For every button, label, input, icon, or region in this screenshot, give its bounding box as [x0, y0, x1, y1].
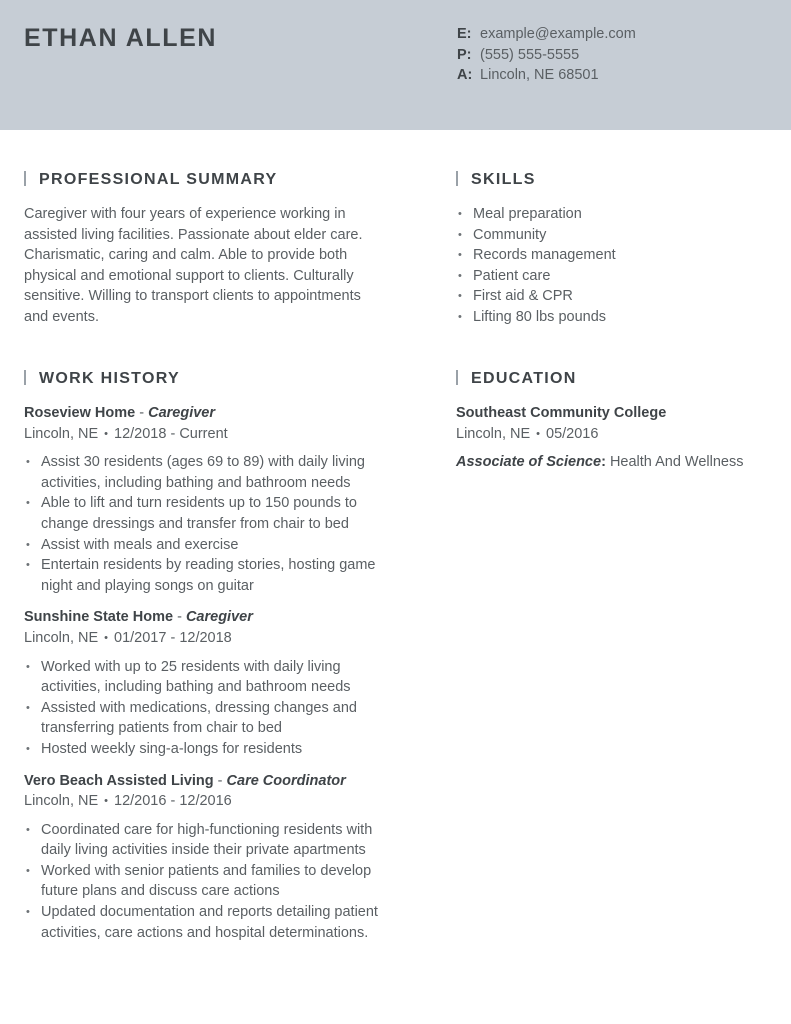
bullet-dot: • [26, 538, 30, 551]
skill-text: Patient care [473, 267, 551, 284]
summary-section [24, 170, 404, 328]
job-bullet-text: Worked with senior patients and families to develop future plans and discuss care actions [41, 862, 372, 900]
job-bullet [24, 739, 404, 760]
phone-value: (555) 555-5555 [480, 46, 580, 63]
meta-dot: • [104, 427, 109, 440]
meta-dot: • [536, 427, 541, 440]
candidate-name: ETHAN ALLEN [24, 24, 218, 52]
job-title-line [24, 403, 404, 424]
summary-heading [24, 170, 404, 190]
education-meta [456, 424, 776, 445]
job-title-line [24, 607, 404, 628]
skill-text: Community [473, 226, 547, 243]
education-school: Southeast Community College [456, 405, 667, 421]
meta-dot: • [104, 631, 109, 644]
work-history-section [24, 369, 404, 943]
education-date: 05/2016 [546, 425, 599, 442]
skill-text: First aid & CPR [473, 288, 573, 305]
job-entry [24, 403, 404, 596]
bullet-dot: • [26, 559, 30, 572]
education-degree: Associate of Science [456, 454, 602, 471]
skill-item [456, 204, 776, 225]
bullet-dot: • [458, 208, 462, 220]
heading-bar [456, 171, 458, 186]
job-location: Lincoln, NE [24, 425, 99, 442]
job-dates: 01/2017 - 12/2018 [114, 629, 232, 646]
bullet-dot: • [458, 249, 462, 262]
job-bullet [24, 535, 404, 556]
contact-phone-row [457, 45, 636, 66]
address-label: A: [457, 67, 473, 83]
job-role: Care Coordinator [226, 772, 346, 789]
job-dates: 12/2016 - 12/2016 [114, 793, 232, 810]
header-band [0, 0, 791, 130]
skills-heading-text: SKILLS [471, 171, 536, 188]
job-bullet [24, 657, 404, 698]
education-degree-sep: : [601, 454, 606, 471]
education-location: Lincoln, NE [456, 425, 531, 442]
job-company: Sunshine State Home [24, 609, 174, 626]
job-bullet [24, 452, 404, 493]
education-degree-line [456, 452, 776, 473]
job-separator: - [135, 405, 149, 421]
job-bullet-text: Entertain residents by reading stories, hosting game night and playing songs on guitar [41, 557, 376, 594]
education-section [456, 369, 776, 473]
heading-bar [456, 370, 458, 385]
job-separator: - [213, 772, 227, 789]
contact-block [457, 24, 636, 86]
summary-heading-text: PROFESSIONAL SUMMARY [39, 171, 278, 188]
skill-text: Lifting 80 lbs pounds [473, 308, 607, 325]
job-company: Vero Beach Assisted Living [24, 772, 214, 789]
bullet-dot: • [26, 823, 30, 836]
phone-label: P: [457, 46, 472, 63]
heading-bar [24, 370, 26, 385]
job-role: Caregiver [148, 405, 216, 421]
skills-heading [456, 170, 776, 190]
bullet-dot: • [458, 269, 462, 282]
skills-list [456, 204, 776, 328]
job-entry [24, 771, 404, 944]
summary-text: Caregiver with four years of experience working in assisted living facilities. Passionate about elder care. Charismatic, caring and calm. Able to provide both physical and emotional support to clients. Culturally sensitive. Willing to transport clients to appointments and events. [24, 206, 363, 325]
job-bullets [24, 452, 404, 596]
job-location: Lincoln, NE [24, 629, 99, 646]
bullet-dot: • [458, 228, 462, 241]
bullet-dot: • [26, 456, 30, 469]
bullet-dot: • [26, 864, 30, 877]
job-title-line [24, 771, 404, 792]
bullet-dot: • [26, 701, 30, 714]
job-bullets [24, 820, 404, 944]
job-dates: 12/2018 - Current [114, 425, 228, 442]
education-heading [456, 369, 776, 389]
job-bullet [24, 861, 404, 902]
contact-address-row [457, 65, 636, 86]
meta-dot: • [104, 795, 109, 808]
skill-text: Records management [473, 247, 616, 264]
job-entry [24, 607, 404, 759]
job-bullet-text: Hosted weekly sing-a-longs for residents [41, 740, 303, 757]
skill-item [456, 245, 776, 266]
education-heading-text: EDUCATION [471, 370, 577, 387]
job-bullet-text: Updated documentation and reports detailing patient activities, care actions and hospital determinations. [41, 904, 378, 941]
skill-item [456, 266, 776, 287]
job-bullet [24, 555, 404, 596]
work-heading [24, 369, 404, 389]
education-field: Health And Wellness [605, 454, 744, 471]
job-bullet [24, 698, 404, 739]
bullet-dot: • [458, 290, 462, 303]
skills-section [456, 170, 776, 328]
job-location: Lincoln, NE [24, 793, 99, 810]
contact-email-row [457, 24, 636, 45]
job-meta [24, 628, 404, 649]
skill-text: Meal preparation [473, 206, 582, 222]
heading-bar [24, 171, 26, 186]
job-separator: - [173, 609, 186, 626]
skill-item [456, 286, 776, 307]
skill-item [456, 225, 776, 246]
job-bullet [24, 902, 404, 943]
job-bullets [24, 657, 404, 760]
job-bullet-text: Assist with meals and exercise [41, 536, 239, 553]
email-value: example@example.com [480, 26, 636, 42]
bullet-dot: • [458, 310, 462, 323]
job-company: Roseview Home [24, 405, 136, 421]
skill-item [456, 307, 776, 328]
job-bullet-text: Able to lift and turn residents up to 150 pounds to change dressings and transfer from chair to bed [41, 495, 357, 532]
email-label: E: [457, 26, 472, 42]
job-bullet [24, 820, 404, 861]
job-bullet-text: Assist 30 residents (ages 69 to 89) with daily living activities, including bathing and bathroom needs [41, 454, 365, 491]
job-bullet-text: Worked with up to 25 residents with daily living activities, including bathing and bathroom needs [41, 658, 351, 696]
bullet-dot: • [26, 742, 30, 755]
job-meta [24, 791, 404, 812]
job-bullet [24, 493, 404, 534]
bullet-dot: • [26, 660, 30, 673]
job-bullet-text: Coordinated care for high-functioning residents with daily living activities inside their private apartments [41, 821, 373, 859]
address-value: Lincoln, NE 68501 [480, 67, 599, 83]
job-bullet-text: Assisted with medications, dressing changes and transferring patients from chair to bed [41, 699, 357, 737]
bullet-dot: • [26, 497, 30, 510]
work-heading-text: WORK HISTORY [39, 370, 180, 387]
bullet-dot: • [26, 906, 30, 919]
job-meta [24, 424, 404, 445]
job-role: Caregiver [185, 609, 253, 626]
